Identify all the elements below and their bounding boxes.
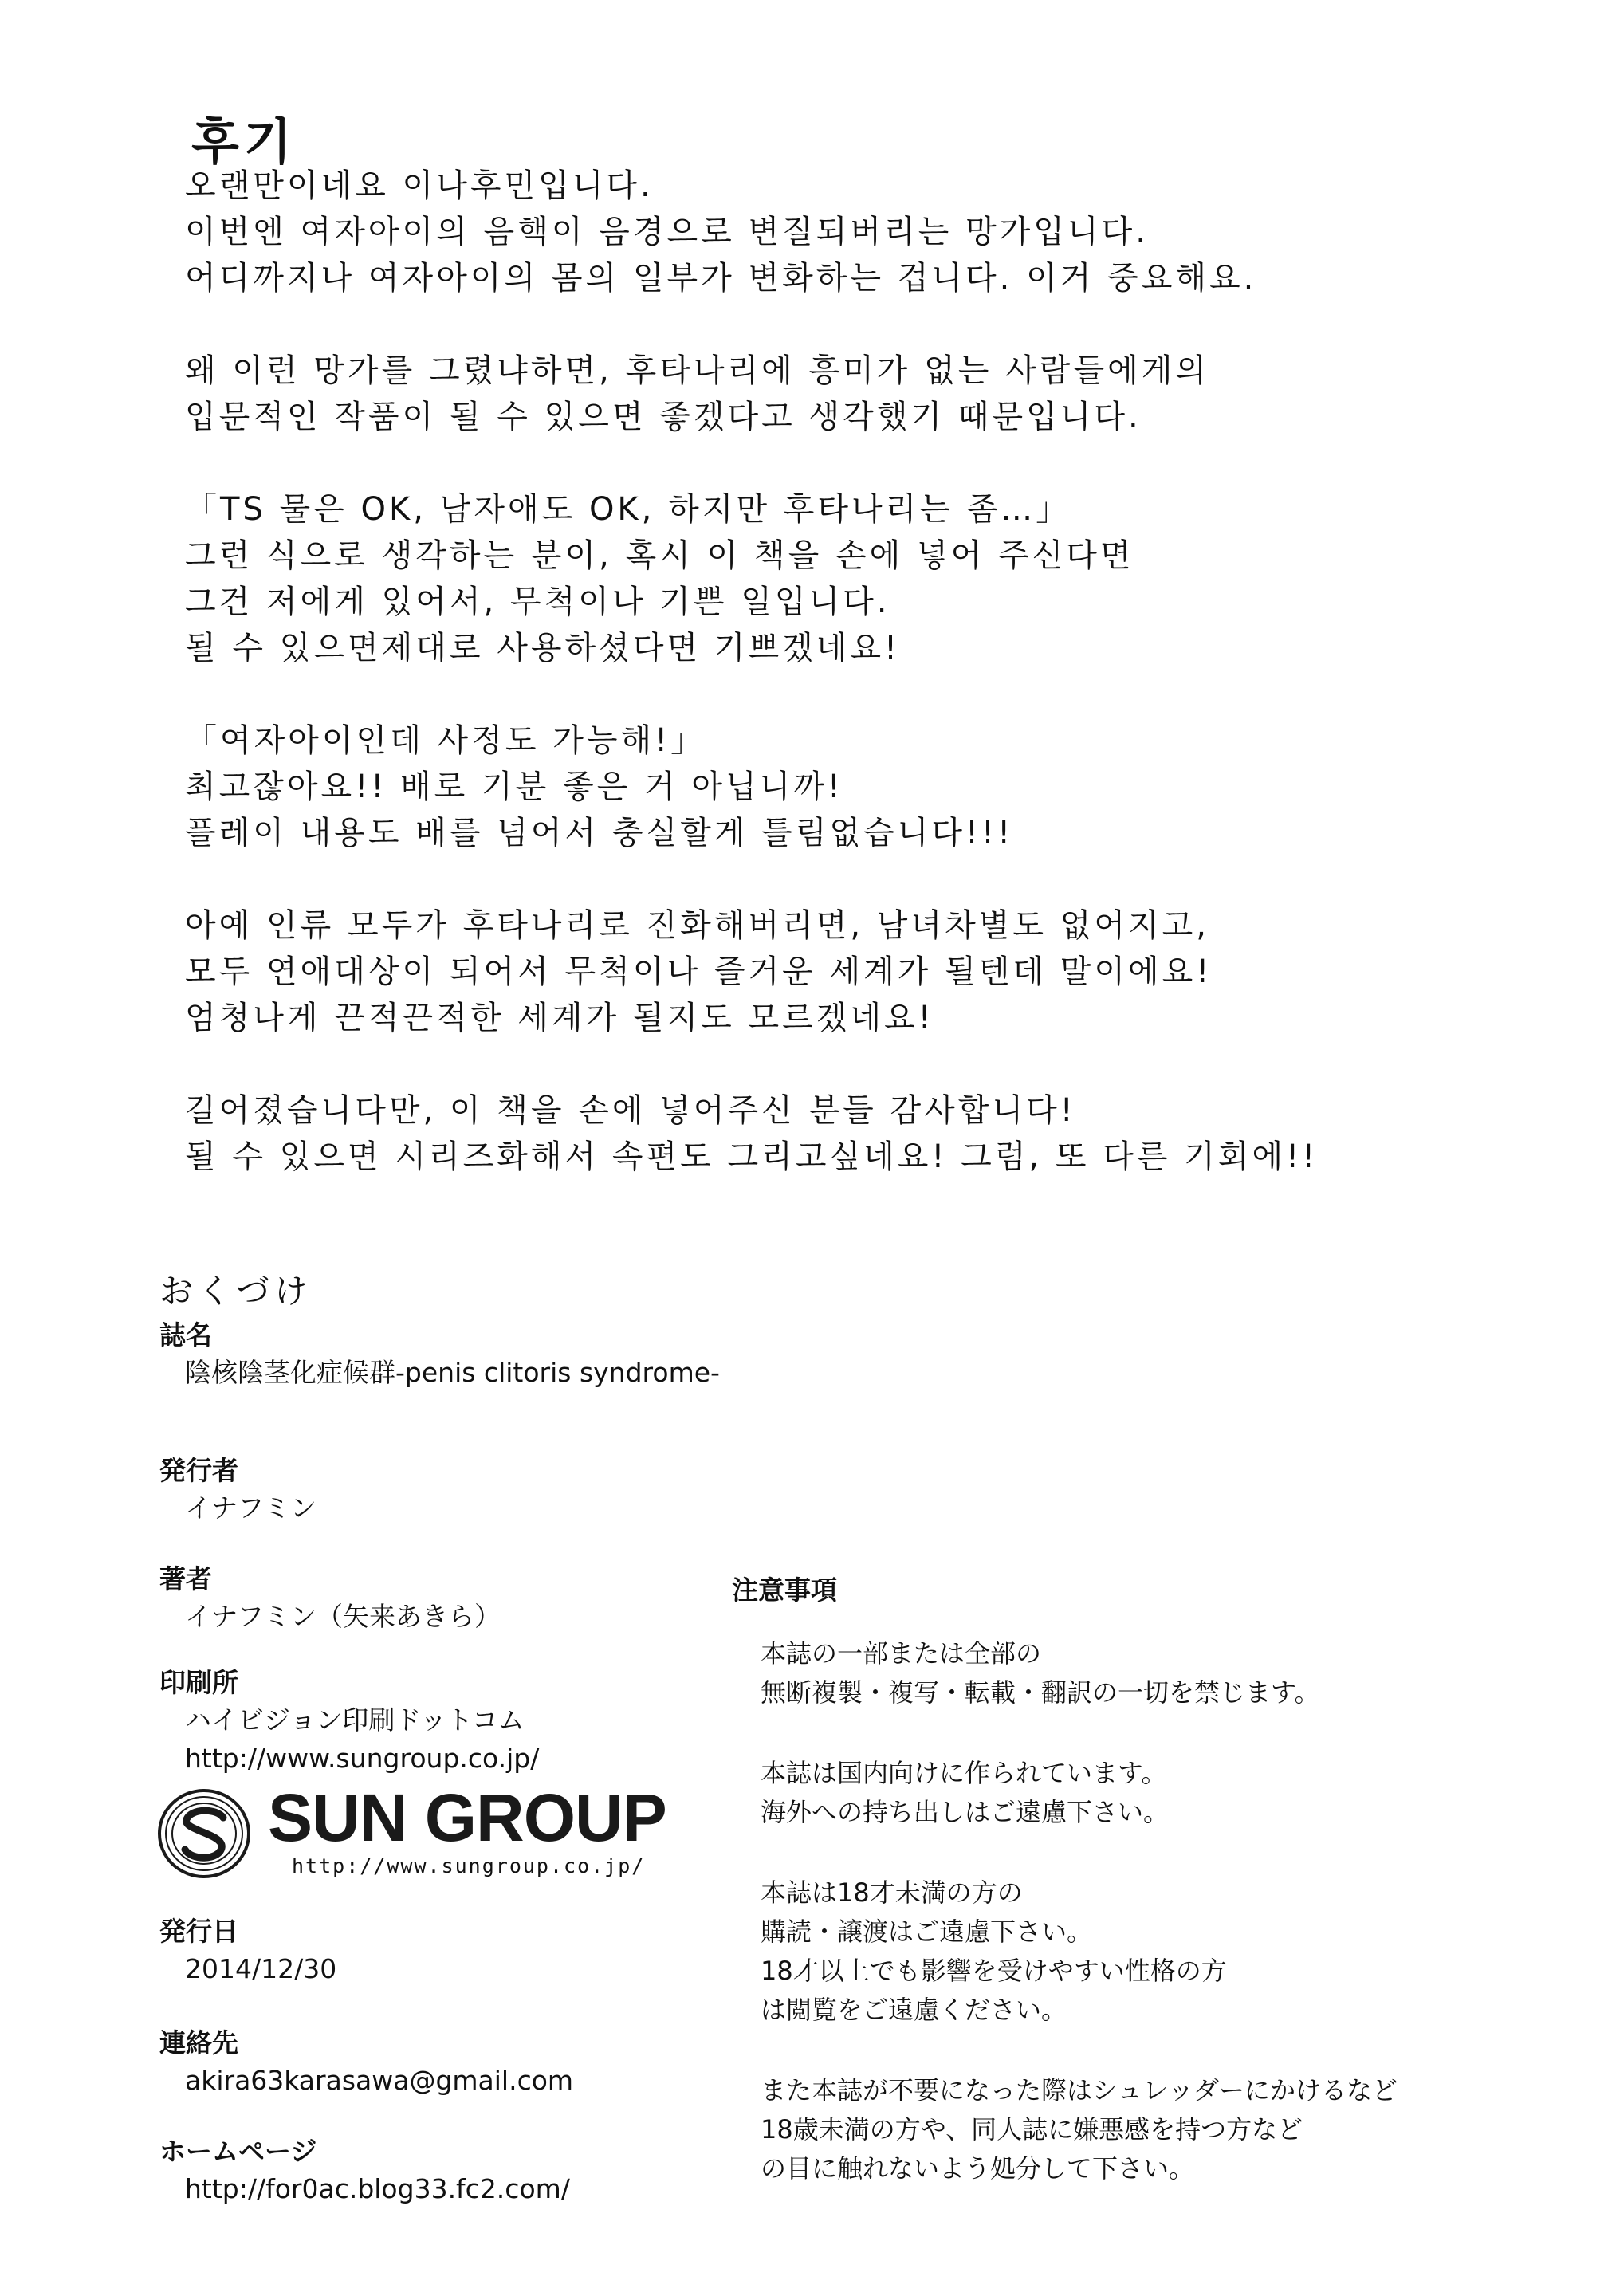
note-line: 無断複製・複写・転載・翻訳の一切を禁じます。 [761,1677,1320,1708]
author-value: イナフミン（矢来あきら） [185,1601,501,1632]
afterword-line: 최고잖아요!! 배로 기분 좋은 거 아닙니까! [185,769,843,805]
note-line: 本誌は国内向けに作られています。 [761,1758,1167,1788]
note-line: の目に触れないよう処分して下さい。 [761,2153,1195,2184]
printer-value: ハイビジョン印刷ドットコム [185,1704,525,1736]
date-label: 発行日 [159,1916,238,1947]
note-line: 本誌は18才未満の方の [761,1877,1023,1908]
colophon-title: おくづけ [159,1272,313,1311]
afterword-paragraph [185,1087,1429,1180]
note-line: 海外への持ち出しはご遠慮下さい。 [761,1797,1170,1827]
date-value: 2014/12/30 [185,1953,337,1984]
afterword-line: 될 수 있으면 시리즈화해서 속편도 그리고싶네요! 그럼, 또 다른 기회에!! [185,1138,1319,1175]
note-block [761,2071,1529,2188]
note-line: 18歳未満の方や、同人誌に嫌悪感を持つ方など [761,2114,1303,2145]
author-field [159,1561,501,1636]
note-line: 18才以上でも影響を受けやすい性格の方 [761,1956,1227,1986]
afterword-paragraph [185,486,1429,671]
notes-title: 注意事項 [732,1575,837,1606]
printer-field [159,1665,539,1778]
afterword-line: 오랜만이네요 이나후민입니다. [185,167,654,204]
logo-name: SUN GROUP [268,1780,666,1855]
magazine-label: 誌名 [159,1319,212,1350]
afterword-section [185,110,1429,1180]
note-block [761,1873,1529,2030]
logo-url: http://www.sungroup.co.jp/ [292,1854,646,1877]
magazine-value: 陰核陰茎化症候群-penis clitoris syndrome- [185,1357,720,1388]
note-block [761,1634,1529,1712]
date-field [159,1913,336,1988]
magazine-field [159,1317,720,1392]
afterword-line: 입문적인 작품이 될 수 있으면 좋겠다고 생각했기 때문입니다. [185,399,1142,435]
note-line: また本誌が不要になった際はシュレッダーにかけるなど [761,2075,1398,2105]
note-line: 購読・譲渡はご遠慮下さい。 [761,1917,1093,1947]
afterword-line: 「여자아이인데 사정도 가능해!」 [185,722,706,759]
afterword-line: 어디까지나 여자아이의 몸의 일부가 변화하는 겁니다. 이거 중요해요. [185,260,1257,297]
afterword-paragraph [185,163,1429,301]
note-line: は閲覧をご遠慮ください。 [761,1995,1067,2025]
afterword-line: 될 수 있으면제대로 사용하셨다면 기쁘겠네요! [185,630,901,666]
note-block [761,1754,1529,1832]
afterword-title: 후기 [191,112,297,171]
afterword-line: 「TS 물은 OK, 남자애도 OK, 하지만 후타나리는 좀…」 [185,491,1071,528]
sun-group-emblem-icon [156,1786,252,1881]
printer-label: 印刷所 [159,1667,238,1698]
afterword-line: 엄청나게 끈적끈적한 세계가 될지도 모르겠네요! [185,1000,934,1036]
note-line: 本誌の一部または全部の [761,1638,1042,1669]
afterword-line: 그건 저에게 있어서, 무척이나 기쁜 일입니다. [185,584,890,620]
author-label: 著者 [159,1563,212,1594]
homepage-field [159,2133,570,2208]
afterword-line: 길어졌습니다만, 이 책을 손에 넣어주신 분들 감사합니다! [185,1092,1076,1129]
afterword-line: 모두 연애대상이 되어서 무척이나 즐거운 세계가 될텐데 말이에요! [185,953,1213,990]
afterword-line: 이번엔 여자아이의 음핵이 음경으로 변질되버리는 망가입니다. [185,214,1149,250]
afterword-paragraph [185,348,1429,440]
homepage-label: ホームページ [159,2136,317,2167]
afterword-line: 아예 인류 모두가 후타나리로 진화해버리면, 남녀차별도 없어지고, [185,907,1209,944]
afterword-paragraph [185,718,1429,856]
publisher-value: イナフミン [185,1492,316,1523]
contact-value: akira63karasawa@gmail.com [185,2065,574,2096]
publisher-field [159,1453,316,1527]
afterword-line: 플레이 내용도 배를 넘어서 충실할게 틀림없습니다!!! [185,815,1014,851]
notes-section [732,1571,1529,2230]
afterword-line: 왜 이런 망가를 그렸냐하면, 후타나리에 흥미가 없는 사람들에게의 [185,352,1209,389]
sun-group-logo [156,1778,682,1889]
contact-field [159,2025,573,2100]
publisher-label: 発行者 [159,1455,238,1486]
homepage-value: http://for0ac.blog33.fc2.com/ [185,2173,570,2204]
contact-label: 連絡先 [159,2027,238,2058]
printer-url: http://www.sungroup.co.jp/ [185,1743,540,1774]
afterword-line: 그런 식으로 생각하는 분이, 혹시 이 책을 손에 넣어 주신다면 [185,537,1134,574]
afterword-paragraph [185,902,1429,1041]
